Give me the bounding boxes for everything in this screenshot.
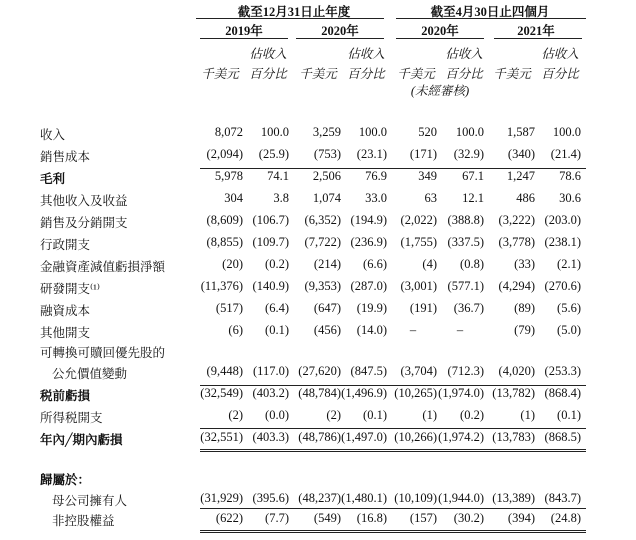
amount-header: 千美元 <box>201 67 239 81</box>
percent-cell: (712.3) <box>447 364 484 378</box>
table-row <box>0 279 636 298</box>
year-header-2019: 2019年 <box>225 24 263 38</box>
amount-cell: (394) <box>507 511 535 525</box>
percent-cell: (0.1) <box>557 408 581 422</box>
percent-cell: (6.6) <box>363 257 387 271</box>
amount-cell: (340) <box>507 147 535 161</box>
percent-cell: (395.6) <box>252 491 289 505</box>
table-row <box>0 191 636 210</box>
percent-cell: (25.9) <box>258 147 289 161</box>
amount-cell: (3,778) <box>498 235 535 249</box>
row-label: 融資成本 <box>40 304 91 318</box>
amount-cell: (2) <box>228 408 243 422</box>
subtotal-rule <box>200 168 586 169</box>
percent-cell: (21.4) <box>550 147 581 161</box>
percent-cell: 33.0 <box>365 191 387 205</box>
percent-cell: 100.0 <box>552 125 581 139</box>
row-label: 税前虧損 <box>40 389 91 403</box>
amount-cell: (89) <box>514 301 535 315</box>
amount-cell: (4) <box>422 257 437 271</box>
percent-cell: (236.9) <box>350 235 387 249</box>
amount-cell: (1,755) <box>400 235 437 249</box>
period-rule-four-months <box>396 18 586 19</box>
row-label: 年內╱期內虧損 <box>40 433 123 447</box>
percent-cell: (843.7) <box>544 491 581 505</box>
row-label: 金融資產減值虧損淨額 <box>40 260 166 274</box>
percent-cell: (847.5) <box>350 364 387 378</box>
percent-cell: (36.7) <box>453 301 484 315</box>
amount-cell: (2,022) <box>400 213 437 227</box>
amount-cell: (6) <box>228 323 243 337</box>
amount-cell: 1,074 <box>312 191 341 205</box>
percent-cell: 100.0 <box>455 125 484 139</box>
amount-cell: 3,259 <box>312 125 341 139</box>
table-row <box>0 169 636 188</box>
row-label: 銷售及分銷開支 <box>40 216 128 230</box>
pct-header-line2: 百分比 <box>541 67 579 81</box>
percent-cell: 67.1 <box>462 169 484 183</box>
amount-cell: (191) <box>409 301 437 315</box>
table-row <box>0 430 636 449</box>
year-header-2021: 2021年 <box>517 24 555 38</box>
percent-cell: (1,497.0) <box>341 430 387 444</box>
row-label: 行政開支 <box>40 238 91 252</box>
percent-cell: (140.9) <box>252 279 289 293</box>
percent-cell: – <box>456 323 464 337</box>
percent-cell: 12.1 <box>462 191 484 205</box>
subtotal-rule <box>200 508 586 509</box>
amount-cell: (4,020) <box>498 364 535 378</box>
percent-cell: (238.1) <box>544 235 581 249</box>
percent-cell: (0.8) <box>460 257 484 271</box>
amount-cell: 1,247 <box>506 169 535 183</box>
amount-cell: (31,929) <box>200 491 243 505</box>
percent-cell: (194.9) <box>350 213 387 227</box>
percent-cell: (337.5) <box>447 235 484 249</box>
year-rule-2019 <box>200 38 288 39</box>
percent-cell: 30.6 <box>559 191 581 205</box>
amount-cell: (647) <box>313 301 341 315</box>
total-double-rule <box>200 449 586 452</box>
amount-cell: 8,072 <box>214 125 243 139</box>
year-rule-2020-annual <box>296 38 384 39</box>
table-row <box>0 386 636 405</box>
total-double-rule <box>200 530 586 533</box>
amount-cell: (157) <box>409 511 437 525</box>
amount-cell: (549) <box>313 511 341 525</box>
percent-cell: (403.2) <box>252 386 289 400</box>
row-label: 可轉換可贖回優先股的 <box>40 346 166 360</box>
percent-cell: (287.0) <box>350 279 387 293</box>
row-label: 其他收入及收益 <box>40 194 128 208</box>
period-rule-annual <box>196 18 384 19</box>
percent-cell: 76.9 <box>365 169 387 183</box>
percent-cell: (868.5) <box>544 430 581 444</box>
year-header-2020-annual: 2020年 <box>321 24 359 38</box>
percent-cell: 74.1 <box>267 169 289 183</box>
percent-cell: 78.6 <box>559 169 581 183</box>
percent-cell: (106.7) <box>252 213 289 227</box>
amount-cell: 520 <box>418 125 437 139</box>
percent-cell: (1,496.9) <box>341 386 387 400</box>
percent-cell: (30.2) <box>453 511 484 525</box>
percent-cell: (6.4) <box>265 301 289 315</box>
table-row <box>0 301 636 320</box>
table-row <box>0 235 636 254</box>
pct-header-line2: 百分比 <box>347 67 385 81</box>
table-row <box>0 125 636 144</box>
amount-cell: (11,376) <box>200 279 243 293</box>
percent-cell: (117.0) <box>253 364 289 378</box>
percent-cell: (5.6) <box>557 301 581 315</box>
table-row <box>0 257 636 276</box>
amount-cell: 304 <box>224 191 243 205</box>
amount-cell: – <box>409 323 417 337</box>
percent-cell: (14.0) <box>356 323 387 337</box>
row-label: 毛利 <box>40 172 66 186</box>
table-row <box>0 511 636 530</box>
amount-header: 千美元 <box>299 67 337 81</box>
amount-cell: (13,389) <box>492 491 535 505</box>
amount-cell: 2,506 <box>312 169 341 183</box>
percent-cell: (0.1) <box>265 323 289 337</box>
percent-cell: (270.6) <box>544 279 581 293</box>
amount-cell: (2,094) <box>206 147 243 161</box>
pct-header-line1: 佔收入 <box>445 47 483 61</box>
amount-cell: 486 <box>516 191 535 205</box>
percent-cell: (868.4) <box>544 386 581 400</box>
percent-cell: (1,944.0) <box>438 491 484 505</box>
amount-cell: (27,620) <box>298 364 341 378</box>
amount-cell: (48,784) <box>298 386 341 400</box>
table-row <box>0 343 636 362</box>
percent-cell: (7.7) <box>265 511 289 525</box>
table-row <box>0 470 636 489</box>
percent-cell: (0.1) <box>363 408 387 422</box>
amount-cell: 349 <box>418 169 437 183</box>
amount-cell: 5,978 <box>214 169 243 183</box>
percent-cell: (0.2) <box>460 408 484 422</box>
amount-cell: (456) <box>313 323 341 337</box>
percent-cell: (19.9) <box>356 301 387 315</box>
pct-header-line2: 百分比 <box>445 67 483 81</box>
amount-cell: 63 <box>424 191 437 205</box>
percent-cell: (2.1) <box>557 257 581 271</box>
period-header-annual: 截至12月31日止年度 <box>237 5 351 19</box>
period-header-four-months: 截至4月30日止四個月 <box>430 5 550 19</box>
year-rule-2021 <box>494 38 582 39</box>
row-label: 歸屬於： <box>40 473 91 487</box>
percent-cell: 3.8 <box>273 191 289 205</box>
amount-cell: (10,109) <box>394 491 437 505</box>
amount-cell: (3,704) <box>400 364 437 378</box>
amount-cell: (33) <box>514 257 535 271</box>
table-row <box>0 364 636 383</box>
pct-header-line1: 佔收入 <box>249 47 287 61</box>
amount-header: 千美元 <box>493 67 531 81</box>
amount-cell: (4,294) <box>498 279 535 293</box>
amount-cell: (32,551) <box>200 430 243 444</box>
row-label: 所得税開支 <box>40 411 103 425</box>
pct-header-line2: 百分比 <box>249 67 287 81</box>
row-label: 研發開支⁽¹⁾ <box>40 282 100 296</box>
percent-cell: (577.1) <box>447 279 484 293</box>
amount-cell: (753) <box>313 147 341 161</box>
percent-cell: (1,480.1) <box>341 491 387 505</box>
percent-cell: (5.0) <box>557 323 581 337</box>
amount-cell: (13,783) <box>492 430 535 444</box>
amount-cell: (171) <box>409 147 437 161</box>
amount-cell: (3,001) <box>400 279 437 293</box>
percent-cell: (109.7) <box>252 235 289 249</box>
pct-header-line1: 佔收入 <box>541 47 579 61</box>
percent-cell: 100.0 <box>358 125 387 139</box>
amount-cell: (8,609) <box>206 213 243 227</box>
row-label: 公允價值變動 <box>52 367 128 381</box>
percent-cell: (23.1) <box>356 147 387 161</box>
amount-cell: (1) <box>422 408 437 422</box>
pct-header-line1: 佔收入 <box>347 47 385 61</box>
percent-cell: (403.3) <box>252 430 289 444</box>
percent-cell: (1,974.0) <box>438 386 484 400</box>
percent-cell: (203.0) <box>544 213 581 227</box>
amount-cell: (79) <box>514 323 535 337</box>
percent-cell: (1,974.2) <box>438 430 484 444</box>
year-header-2020-interim: 2020年 <box>421 24 459 38</box>
amount-cell: (9,353) <box>304 279 341 293</box>
amount-cell: (20) <box>222 257 243 271</box>
percent-cell: (0.0) <box>265 408 289 422</box>
amount-cell: (8,855) <box>206 235 243 249</box>
percent-cell: (32.9) <box>453 147 484 161</box>
row-label: 母公司擁有人 <box>52 494 128 508</box>
amount-cell: (13,782) <box>492 386 535 400</box>
table-row <box>0 147 636 166</box>
percent-cell: (16.8) <box>356 511 387 525</box>
percent-cell: (0.2) <box>265 257 289 271</box>
subtotal-rule <box>200 385 586 386</box>
amount-cell: (10,266) <box>394 430 437 444</box>
amount-cell: (214) <box>313 257 341 271</box>
amount-cell: (48,786) <box>298 430 341 444</box>
amount-cell: (2) <box>326 408 341 422</box>
amount-cell: (32,549) <box>200 386 243 400</box>
subtotal-rule <box>200 428 586 429</box>
amount-cell: (622) <box>215 511 243 525</box>
amount-cell: (3,222) <box>498 213 535 227</box>
percent-cell: (24.8) <box>550 511 581 525</box>
amount-header: 千美元 <box>397 67 435 81</box>
percent-cell: 100.0 <box>260 125 289 139</box>
row-label: 銷售成本 <box>40 150 91 164</box>
amount-cell: (1) <box>520 408 535 422</box>
unaudited-note: (未經審核) <box>410 84 470 98</box>
percent-cell: (388.8) <box>447 213 484 227</box>
amount-cell: (6,352) <box>304 213 341 227</box>
table-row <box>0 323 636 342</box>
amount-cell: (517) <box>215 301 243 315</box>
row-label: 非控股權益 <box>52 514 115 528</box>
amount-cell: (10,265) <box>394 386 437 400</box>
table-row <box>0 213 636 232</box>
amount-cell: (7,722) <box>304 235 341 249</box>
amount-cell: 1,587 <box>506 125 535 139</box>
amount-cell: (48,237) <box>298 491 341 505</box>
table-row <box>0 408 636 427</box>
row-label: 收入 <box>40 128 66 142</box>
year-rule-2020-interim <box>396 38 484 39</box>
row-label: 其他開支 <box>40 326 91 340</box>
percent-cell: (253.3) <box>544 364 581 378</box>
amount-cell: (9,448) <box>206 364 243 378</box>
